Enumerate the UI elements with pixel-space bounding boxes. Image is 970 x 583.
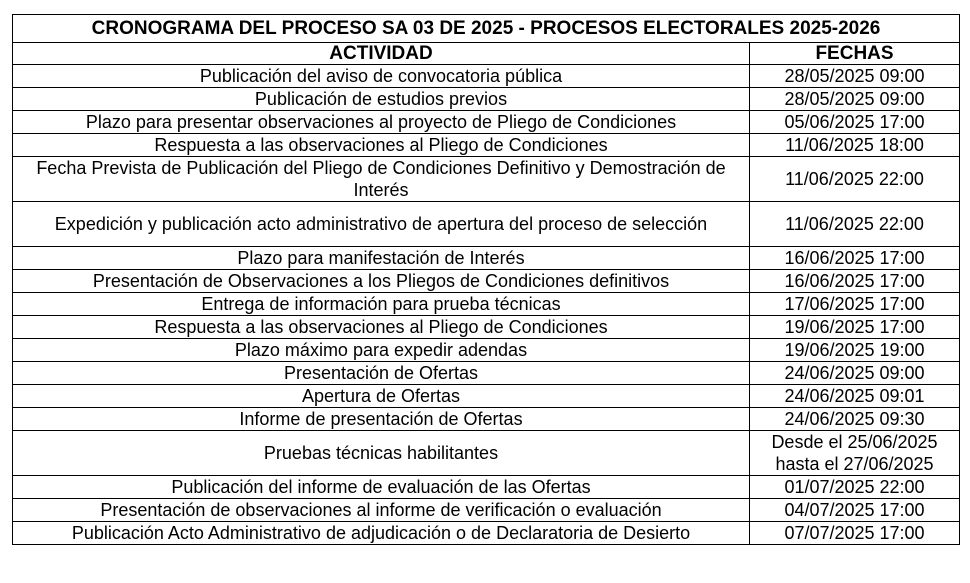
date-cell: 19/06/2025 19:00: [750, 339, 960, 362]
activity-cell: Publicación Acto Administrativo de adjudicación o de Declaratoria de Desierto: [13, 522, 750, 545]
activity-cell: Fecha Prevista de Publicación del Pliego de Condiciones Definitivo y Demostración de Interés: [13, 157, 750, 202]
table-row: [13, 385, 960, 408]
date-cell: 04/07/2025 17:00: [750, 499, 960, 522]
table-row: [13, 522, 960, 545]
date-cell: 28/05/2025 09:00: [750, 65, 960, 88]
table-row: [13, 408, 960, 431]
table-row: [13, 362, 960, 385]
date-cell: 11/06/2025 18:00: [750, 134, 960, 157]
date-cell: 05/06/2025 17:00: [750, 111, 960, 134]
title-row: [13, 15, 960, 43]
schedule-body: [13, 65, 960, 545]
date-cell: 16/06/2025 17:00: [750, 270, 960, 293]
table-row: [13, 339, 960, 362]
activity-cell: Respuesta a las observaciones al Pliego de Condiciones: [13, 316, 750, 339]
date-cell: 11/06/2025 22:00: [750, 157, 960, 202]
date-cell: 11/06/2025 22:00: [750, 202, 960, 247]
activity-cell: Entrega de información para prueba técnicas: [13, 293, 750, 316]
activity-cell: Informe de presentación de Ofertas: [13, 408, 750, 431]
dates-column-header: FECHAS: [750, 43, 960, 65]
table-row: [13, 111, 960, 134]
table-row: [13, 431, 960, 476]
date-cell: 16/06/2025 17:00: [750, 247, 960, 270]
activity-cell: Expedición y publicación acto administrativo de apertura del proceso de selección: [13, 202, 750, 247]
table-row: [13, 247, 960, 270]
activity-cell: Presentación de observaciones al informe de verificación o evaluación: [13, 499, 750, 522]
date-cell: 19/06/2025 17:00: [750, 316, 960, 339]
date-cell: 24/06/2025 09:00: [750, 362, 960, 385]
activity-cell: Apertura de Ofertas: [13, 385, 750, 408]
date-cell: Desde el 25/06/2025 hasta el 27/06/2025: [750, 431, 960, 476]
table-row: [13, 134, 960, 157]
table-row: [13, 65, 960, 88]
activity-cell: Presentación de Observaciones a los Pliegos de Condiciones definitivos: [13, 270, 750, 293]
table-row: [13, 499, 960, 522]
activity-cell: Plazo para manifestación de Interés: [13, 247, 750, 270]
activity-cell: Pruebas técnicas habilitantes: [13, 431, 750, 476]
activity-cell: Publicación del aviso de convocatoria pública: [13, 65, 750, 88]
activity-cell: Presentación de Ofertas: [13, 362, 750, 385]
activity-cell: Plazo para presentar observaciones al proyecto de Pliego de Condiciones: [13, 111, 750, 134]
activity-column-header: ACTIVIDAD: [13, 43, 750, 65]
activity-cell: Plazo máximo para expedir adendas: [13, 339, 750, 362]
activity-cell: Publicación del informe de evaluación de las Ofertas: [13, 476, 750, 499]
header-row: [13, 43, 960, 65]
date-cell: 07/07/2025 17:00: [750, 522, 960, 545]
activity-cell: Publicación de estudios previos: [13, 88, 750, 111]
date-cell: 28/05/2025 09:00: [750, 88, 960, 111]
table-title: CRONOGRAMA DEL PROCESO SA 03 DE 2025 - PROCESOS ELECTORALES 2025-2026: [13, 15, 960, 43]
date-cell: 24/06/2025 09:01: [750, 385, 960, 408]
date-cell: 24/06/2025 09:30: [750, 408, 960, 431]
table-row: [13, 88, 960, 111]
table-row: [13, 476, 960, 499]
table-row: [13, 270, 960, 293]
table-row: [13, 157, 960, 202]
table-row: [13, 316, 960, 339]
table-row: [13, 202, 960, 247]
date-cell: 01/07/2025 22:00: [750, 476, 960, 499]
table-row: [13, 293, 960, 316]
schedule-table: [12, 14, 960, 545]
date-cell: 17/06/2025 17:00: [750, 293, 960, 316]
activity-cell: Respuesta a las observaciones al Pliego de Condiciones: [13, 134, 750, 157]
